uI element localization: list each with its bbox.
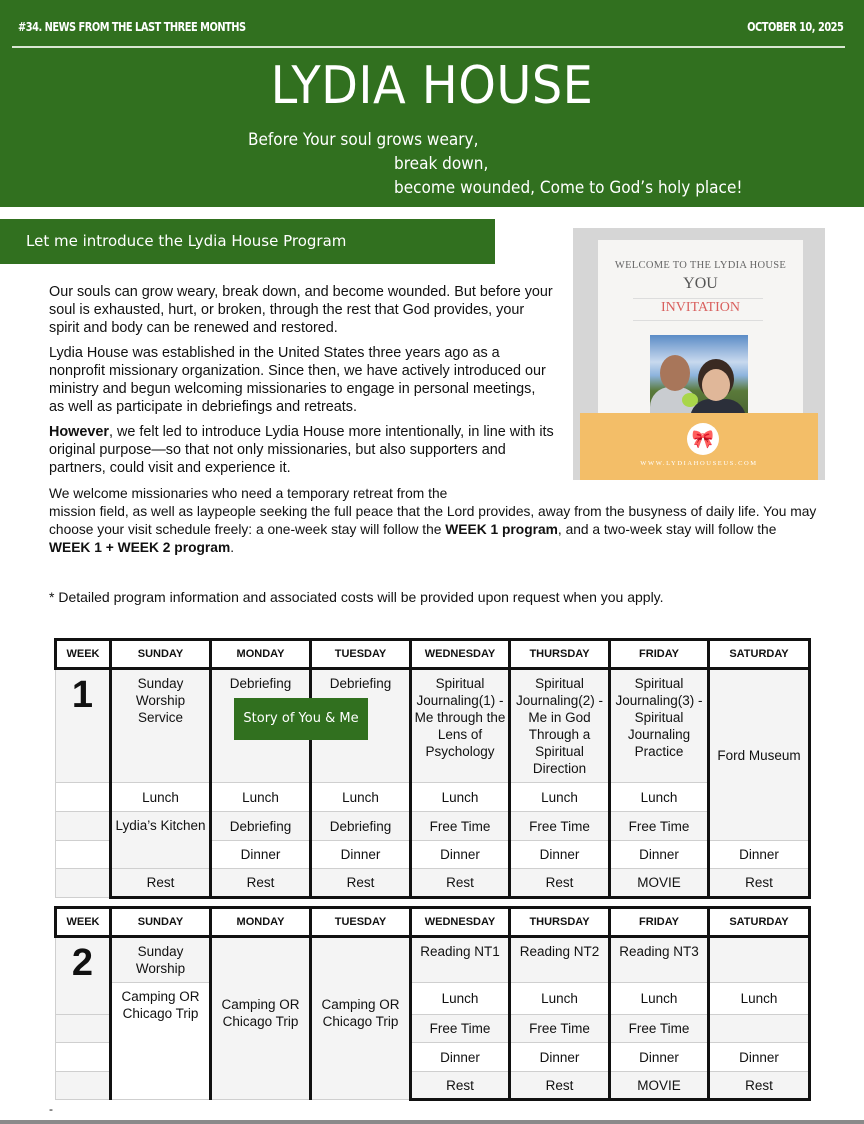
morning-row — [56, 669, 810, 783]
issue-date: OCTOBER 10, 2025 — [746, 20, 843, 34]
cell-sunday-afternoon: Lydia’s Kitchen — [111, 812, 211, 869]
cell-dinner: Dinner — [510, 1043, 610, 1072]
cell-evening: Rest — [709, 1072, 810, 1100]
page-bottom-edge — [0, 1120, 864, 1124]
cell-lunch: Lunch — [610, 983, 709, 1015]
bow-icon: 🎀 — [687, 423, 719, 455]
cell-friday-morning: Spiritual Journaling(3) - Spiritual Journaling Practice — [610, 669, 709, 783]
header-tuesday: TUESDAY — [311, 640, 411, 669]
cell-morning — [709, 937, 810, 983]
header-tuesday: TUESDAY — [311, 908, 411, 937]
cell-dinner: Dinner — [610, 841, 709, 869]
cell-evening: Rest — [709, 869, 810, 898]
cell-morning: Reading NT3 — [610, 937, 709, 983]
invitation-image — [573, 228, 825, 480]
invitation-you: YOU — [683, 275, 718, 292]
cell-sunday-morning: Sunday Worship — [111, 937, 211, 983]
cell-afternoon: Free Time — [510, 1015, 610, 1043]
cell-afternoon: Free Time — [510, 812, 610, 841]
week-1-schedule — [54, 638, 811, 899]
intro-paragraph-2: Lydia House was established in the United States three years ago as a nonprofit missionary organization. Since then, we have actively introduced our ministry and begun welcoming missionaries to engage in personal meetings, as well as participate in debriefings and retreats. — [49, 345, 546, 415]
lunch-row — [56, 783, 810, 812]
issue-label: #34. NEWS FROM THE LAST THREE MONTHS — [18, 20, 246, 34]
invitation-word: INVITATION — [661, 300, 740, 315]
cell-evening: MOVIE — [610, 1072, 709, 1100]
cell-sunday-morning: Sunday Worship Service — [111, 669, 211, 783]
evening-row — [56, 869, 810, 898]
header-sunday: SUNDAY — [111, 908, 211, 937]
header-monday: MONDAY — [211, 908, 311, 937]
invitation-welcome: WELCOME TO THE LYDIA HOUSE — [614, 260, 787, 271]
newsletter-title: LYDIA HOUSE — [270, 56, 594, 116]
cell-afternoon: Free Time — [610, 1015, 709, 1043]
cell-lunch: Lunch — [211, 783, 311, 812]
cell-tuesday-day: Camping OR Chicago Trip — [311, 937, 411, 1100]
cell-dinner: Dinner — [311, 841, 411, 869]
header-saturday: SATURDAY — [709, 640, 810, 669]
header-week: WEEK — [56, 640, 111, 669]
cell-lunch: Lunch — [510, 983, 610, 1015]
cell-dinner: Dinner — [709, 841, 810, 869]
header-thursday: THURSDAY — [510, 640, 610, 669]
tagline-line-3: become wounded, Come to God’s holy place! — [394, 178, 743, 198]
invitation-divider — [633, 320, 763, 321]
morning-row — [56, 937, 810, 983]
cell-evening: Rest — [411, 869, 510, 898]
cell-afternoon: Debriefing — [211, 812, 311, 841]
cost-note: * Detailed program information and associated costs will be provided upon request when you apply. — [49, 589, 664, 605]
cell-afternoon — [709, 1015, 810, 1043]
afternoon-row — [56, 812, 810, 841]
lunch-row — [56, 983, 810, 1015]
trailing-dash: - — [49, 1102, 53, 1116]
cell-lunch: Lunch — [709, 983, 810, 1015]
masthead — [0, 0, 864, 207]
week-number: 2 — [56, 937, 111, 1015]
cell-evening: MOVIE — [610, 869, 709, 898]
header-wednesday: WEDNESDAY — [411, 640, 510, 669]
header-monday: MONDAY — [211, 640, 311, 669]
cell-lunch: Lunch — [610, 783, 709, 812]
intro-paragraph-1: Our souls can grow weary, break down, and become wounded. But before your soul is exhausted, hurt, or broken, through the rest that God provides, your spirit and body can be renewed and restored. — [49, 284, 553, 336]
invitation-divider — [633, 298, 763, 299]
cell-dinner: Dinner — [211, 841, 311, 869]
tagline-line-2: break down, — [394, 154, 489, 174]
cell-evening: Rest — [111, 869, 211, 898]
story-of-you-and-me-tag: Story of You & Me — [234, 698, 368, 740]
cell-afternoon: Free Time — [411, 812, 510, 841]
cell-dinner: Dinner — [709, 1043, 810, 1072]
however-bold: However — [49, 424, 109, 440]
cell-tuesday-morning: Debriefing — [311, 669, 411, 783]
header-row — [56, 640, 810, 669]
header-thursday: THURSDAY — [510, 908, 610, 937]
cell-afternoon: Free Time — [411, 1015, 510, 1043]
cell-sunday-afternoon: Camping OR Chicago Trip — [111, 983, 211, 1100]
intro-paragraph-4: We welcome missionaries who need a temporary retreat from the mission field, as well as laypeople seeking the full peace that the Lord provides, away from the busyness of daily life. You may choose your visit schedule freely: a one-week stay will follow the WEEK 1 program, and a two-week stay will follow the WEEK 1 + WEEK 2 program. — [49, 485, 817, 555]
cell-thursday-morning: Spiritual Journaling(2) - Me in God Through a Spiritual Direction — [510, 669, 610, 783]
cell-afternoon: Debriefing — [311, 812, 411, 841]
cell-evening: Rest — [510, 1072, 610, 1100]
tagline-line-1: Before Your soul grows weary, — [248, 130, 479, 150]
cell-afternoon: Free Time — [610, 812, 709, 841]
header-friday: FRIDAY — [610, 908, 709, 937]
week-2-schedule — [54, 906, 811, 1101]
cell-lunch: Lunch — [311, 783, 411, 812]
header-sunday: SUNDAY — [111, 640, 211, 669]
cell-morning: Reading NT1 — [411, 937, 510, 983]
cell-dinner: Dinner — [510, 841, 610, 869]
invitation-band — [580, 413, 818, 480]
website-url: WWW.LYDIAHOUSEUS.COM — [640, 460, 758, 467]
header-week: WEEK — [56, 908, 111, 937]
header-row — [56, 908, 810, 937]
cell-evening: Rest — [510, 869, 610, 898]
week-number: 1 — [56, 669, 111, 783]
cell-monday-day: Camping OR Chicago Trip — [211, 937, 311, 1100]
cell-morning: Reading NT2 — [510, 937, 610, 983]
cell-lunch: Lunch — [411, 783, 510, 812]
cell-evening: Rest — [311, 869, 411, 898]
cell-lunch: Lunch — [510, 783, 610, 812]
cell-dinner: Dinner — [610, 1043, 709, 1072]
intro-paragraph-3: However, we felt led to introduce Lydia House more intentionally, in line with its original purpose—so that not only missionaries, but also supporters and partners, could visit and experience it. — [49, 424, 554, 476]
cell-lunch: Lunch — [411, 983, 510, 1015]
cell-wednesday-morning: Spiritual Journaling(1) - Me through the Lens of Psychology — [411, 669, 510, 783]
cell-dinner: Dinner — [411, 841, 510, 869]
cell-evening: Rest — [411, 1072, 510, 1100]
header-saturday: SATURDAY — [709, 908, 810, 937]
masthead-divider — [12, 46, 845, 48]
header-friday: FRIDAY — [610, 640, 709, 669]
cell-monday-morning: Debriefing — [211, 669, 311, 783]
cell-dinner: Dinner — [411, 1043, 510, 1072]
header-wednesday: WEDNESDAY — [411, 908, 510, 937]
section-heading: Let me introduce the Lydia House Program — [0, 219, 495, 264]
cell-lunch: Lunch — [111, 783, 211, 812]
couple-photo — [650, 335, 748, 425]
cell-saturday-day: Ford Museum — [709, 669, 810, 841]
cell-evening: Rest — [211, 869, 311, 898]
